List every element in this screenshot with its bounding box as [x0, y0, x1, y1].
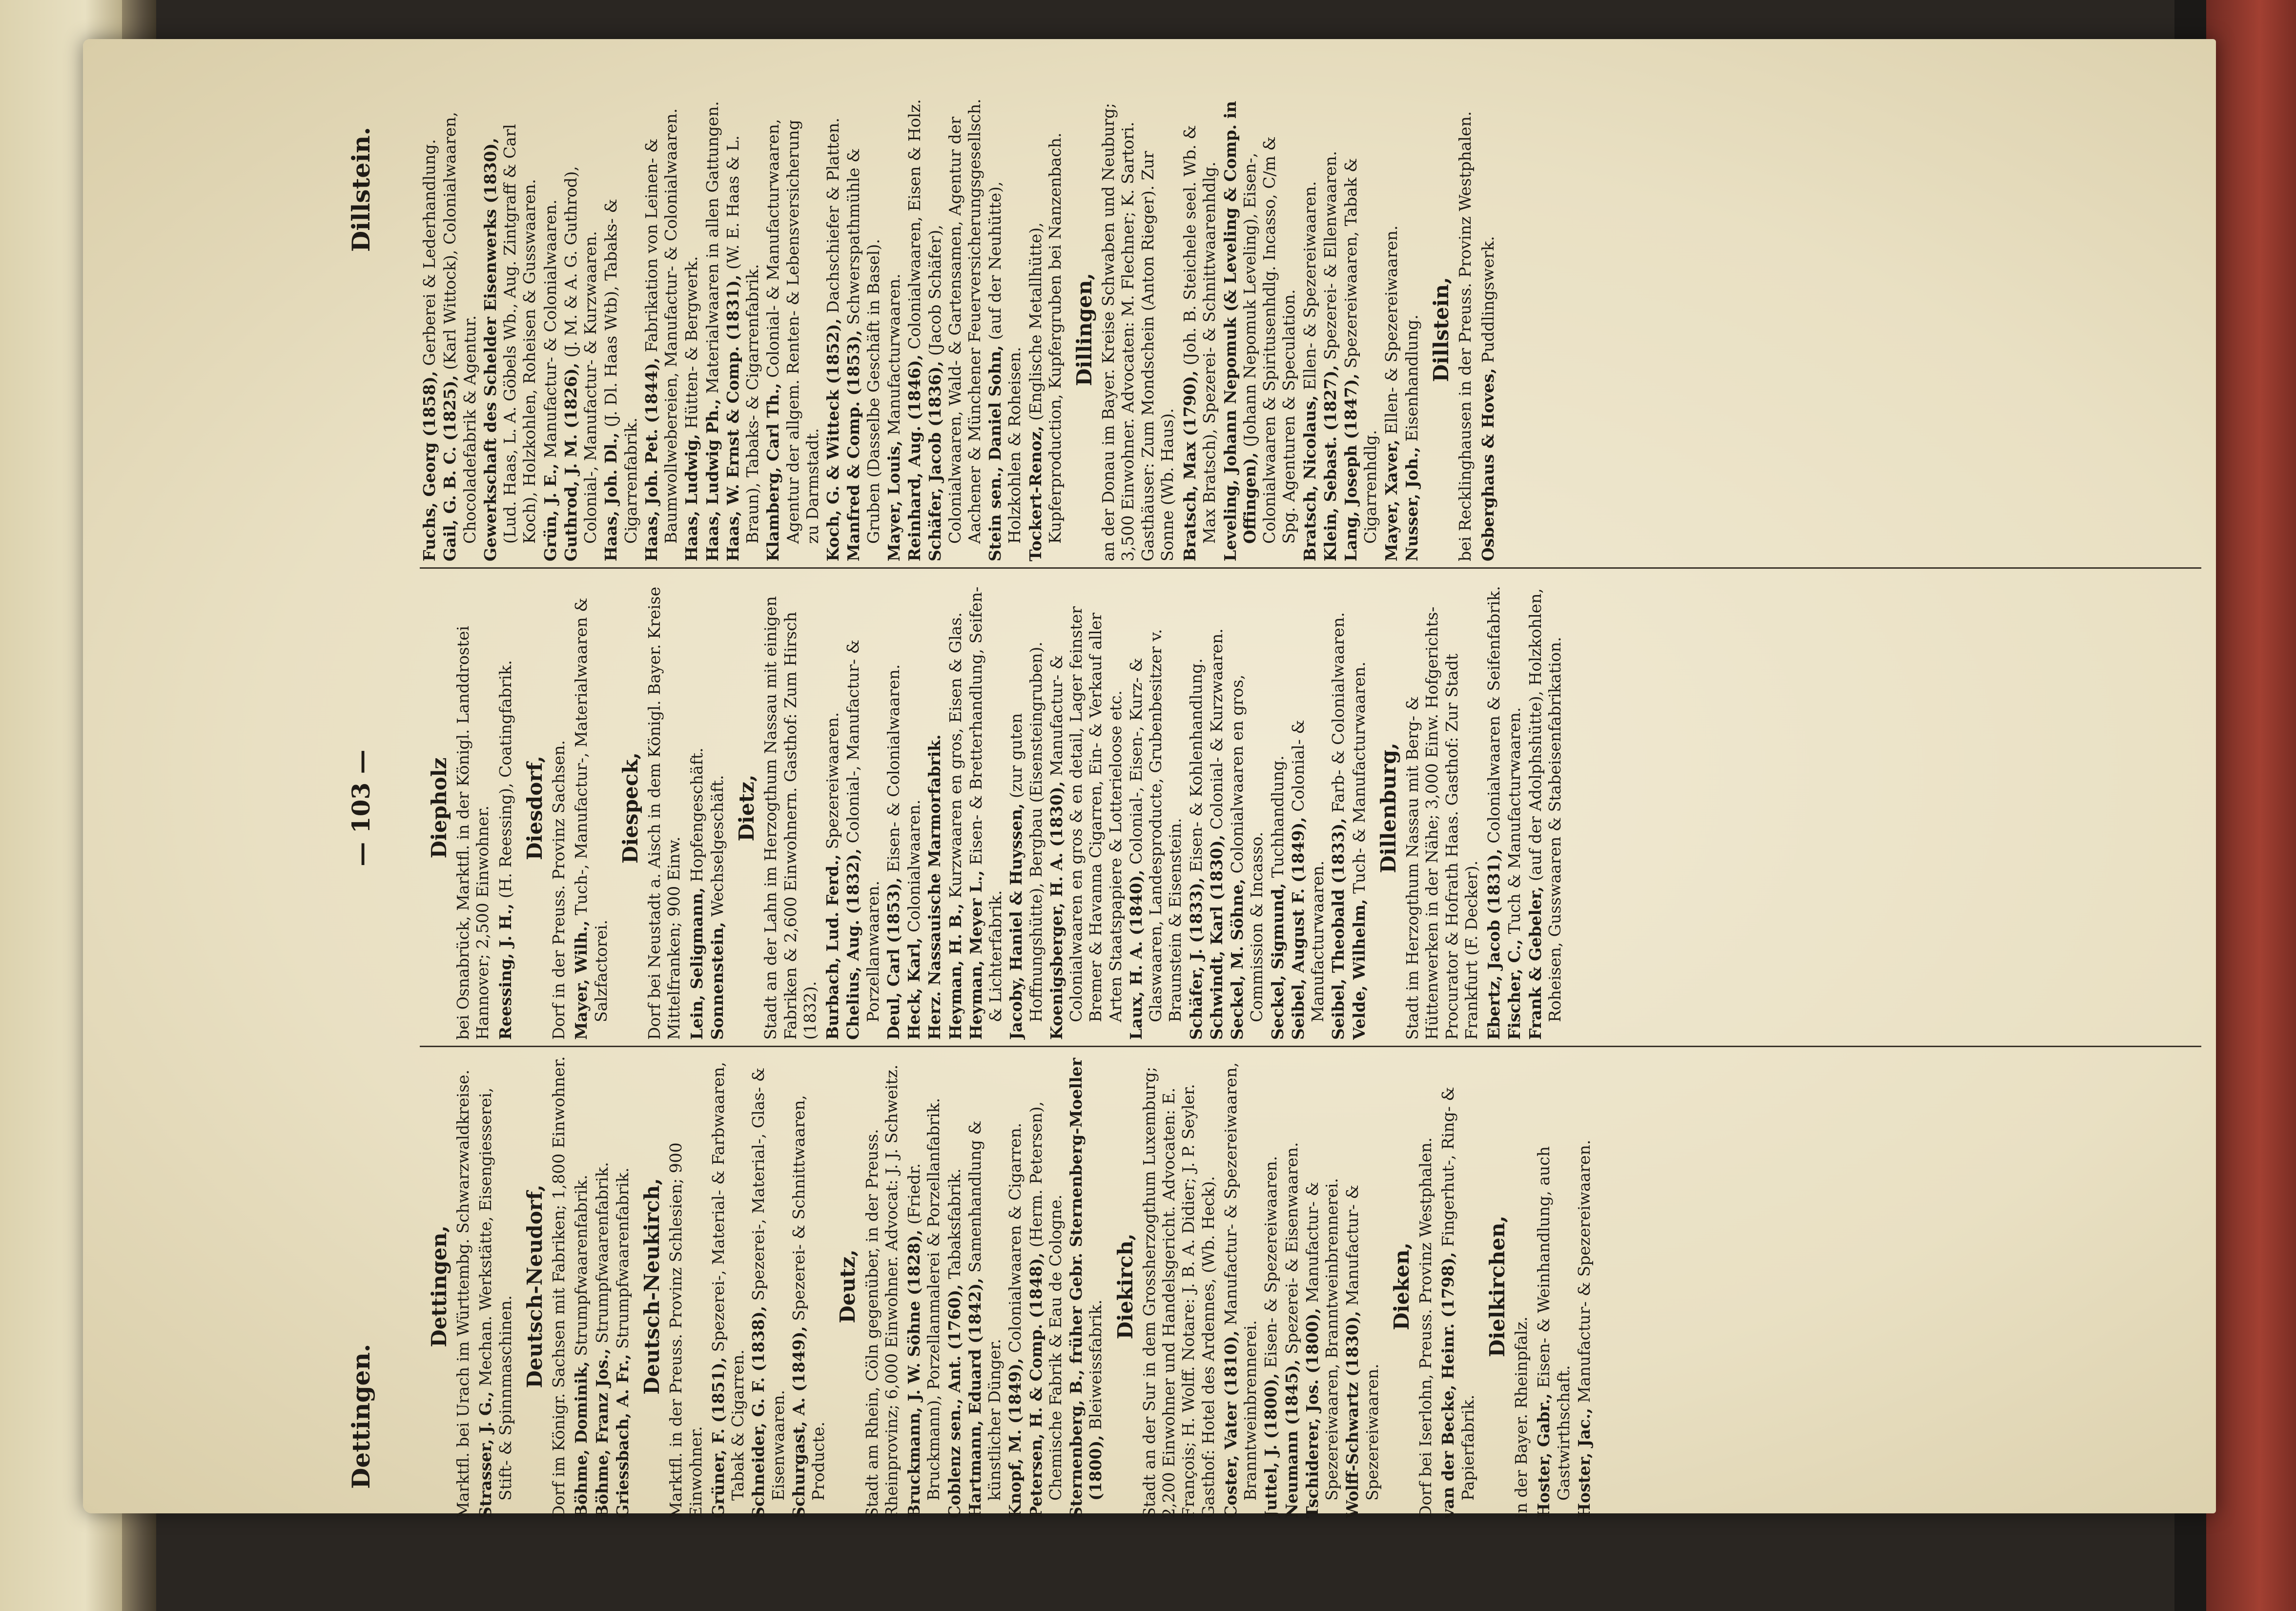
place-heading: Dillstein,	[1429, 277, 1454, 382]
firm-name: Klein, Sebast. (1827),	[1320, 365, 1340, 561]
firm-entry	[1438, 1054, 1478, 1518]
place-description: Dorf in der Preuss. Provinz Sachsen.	[549, 740, 569, 1040]
firm-entry	[1187, 576, 1206, 1040]
firm-name: Haas, Joh. Dl.,	[601, 432, 621, 561]
place-description: bei Osnabrück, Marktfl. in der Königl. Landdrostei Hannover; 2,500 Einwohner.	[453, 625, 492, 1040]
firm-name: Guthrod, J. M. (1826),	[561, 363, 580, 561]
firm-name: Knopf, M. (1849),	[1005, 1358, 1025, 1518]
firm-entry	[1221, 1054, 1261, 1518]
place-description: Marktfl. bei Urach im Württembg. Schwarzwaldkreise.	[453, 1069, 473, 1518]
firm-description: Gerberei & Lederhandlung.	[420, 139, 439, 371]
firm-name: Petersen, H. & Comp. (1848),	[1026, 1252, 1046, 1518]
firm-description: Wechselgeschäft.	[707, 775, 727, 922]
firm-entry	[1505, 576, 1524, 1040]
firm-name: Reessing, J. H.,	[495, 903, 515, 1040]
firm-name: Schwindt, Karl (1830),	[1207, 834, 1226, 1040]
firm-entry	[1207, 576, 1227, 1040]
firm-name: Bratsch, Nicolaus,	[1300, 395, 1319, 561]
firm-entry	[749, 1054, 788, 1518]
place-description: Stadt an der Lahn im Herzogthum Nassau mit einigen Fabriken & 2,600 Einwohnern. Gasthof: Zum Hirsch (1832).	[761, 596, 820, 1040]
firm-description: Mechan. Werkstätte, Eisengiesserei, Stift- & Spinnmaschinen.	[476, 1087, 515, 1501]
firm-description: Spezerei- & Ellenwaaren.	[1320, 150, 1340, 365]
firm-description: Strumpfwaarenfabrik.	[572, 1175, 591, 1362]
firm-description: Colonialwaaren & Cigarren.	[1005, 1122, 1025, 1358]
firm-entry	[985, 98, 1025, 561]
firm-name: Gail, G. B. C. (1825),	[440, 375, 460, 561]
column-rule	[420, 1046, 2201, 1047]
firm-entry	[420, 98, 439, 561]
firm-entry	[1303, 1054, 1342, 1518]
place-description: Dorf im Königr. Sachsen mit Fabriken; 1,800 Einwohner.	[549, 1056, 569, 1518]
firm-name: Neumann (1845),	[1282, 1359, 1301, 1518]
firm-description: Dachschiefer & Platten.	[823, 117, 842, 319]
firm-description: Eisen- & Bretterhandlung, Seifen- & Lichterfabrik.	[966, 586, 1005, 1022]
place-description: an der Donau im Bayer. Kreise Schwaben und Neuburg; 3,500 Einwohner. Advocaten: M. Flechner; K. Sartori. Gasthäuser: Zum Mondschein (Anton Rieger). Zur Sonne (Wb. Haus).	[1099, 103, 1177, 561]
firm-description: (Friedr. Bruckmann), Porzellanmalerei & Porzellanfabrik.	[904, 1097, 943, 1501]
firm-name: Grüner, F. (1851),	[708, 1357, 728, 1518]
place-heading: Diesdorf,	[522, 755, 547, 861]
firm-name: Coblenz sen., Ant. (1760),	[944, 1284, 964, 1518]
firm-description: (Lud. Haas, L. A. Göbels Wb., Aug. Zintgraff & Carl Koch), Holzkohlen, Roheisen & Gusswaaren.	[500, 124, 539, 544]
firm-description: Fabrikation von Leinen- & Baumwollwebereien, Manufactur- & Colonialwaaren.	[641, 108, 680, 544]
firm-entry	[1478, 98, 1498, 561]
firm-entry	[642, 98, 681, 561]
place-heading: Diepholz	[427, 757, 451, 859]
firm-entry	[687, 576, 707, 1040]
place-description: in der Bayer. Rheinpfalz.	[1512, 1316, 1531, 1518]
firm-description: (H. Reessing), Coatingfabrik.	[495, 660, 515, 904]
firm-description: Puddlingswerk.	[1478, 236, 1497, 368]
firm-name: Klamberg, Carl Th.,	[763, 383, 783, 561]
firm-description: Manufactur- & Colonialwaaren.	[540, 199, 560, 464]
firm-name: Hoster, Jac.,	[1574, 1407, 1594, 1518]
firm-entry	[481, 98, 540, 561]
firm-entry	[1047, 576, 1126, 1040]
firm-description: (Englische Metallhütte), Kupferproduction, Kupfergruben bei Nanzenbach.	[1025, 132, 1065, 544]
firm-description: (Jacob Schäfer), Colonialwaaren, Wald- & Gartensamen, Agentur der Aachener & Münchener Feuerversicherungsgesellsch.	[925, 99, 984, 544]
firm-description: Manufactur- & Spezereiwaaren.	[1574, 1139, 1594, 1408]
firm-description: Materialwaaren in allen Gattungen.	[702, 101, 722, 399]
firm-entry	[601, 98, 641, 561]
firm-name: Böhme, Dominik,	[572, 1361, 591, 1518]
firm-name: Seibel, August F. (1849),	[1288, 817, 1308, 1040]
firm-name: Laux, H. A. (1840),	[1126, 869, 1146, 1040]
place-heading: Deutsch-Neukirch,	[640, 1178, 664, 1395]
firm-name: Mayer, Louis,	[884, 440, 903, 561]
firm-entry	[945, 1054, 964, 1518]
header-right: Dillstein.	[347, 127, 375, 252]
firm-entry	[476, 1054, 515, 1518]
firm-description: Kurzwaaren en gros, Eisen & Glas.	[945, 612, 965, 904]
firm-name: Osberghaus & Hoves,	[1478, 368, 1497, 561]
firm-entry	[1343, 1054, 1382, 1518]
firm-entry	[723, 98, 763, 561]
firm-name: Herz. Nassauische Marmorfabrik.	[925, 734, 944, 1040]
firm-name: Haas, Joh. Pet. (1844),	[641, 357, 661, 561]
book-page	[83, 39, 2216, 1518]
firm-name: Sonnenstein,	[707, 922, 727, 1040]
place-heading: Dietz,	[735, 774, 759, 842]
place-description: Stadt am Rhein, Cöln gegenüber, in der Preuss. Rheinprovinz; 6,000 Einwohner. Advocat: J. J. Schweitz.	[862, 1064, 901, 1518]
firm-description: Colonial-, Manufactur- & Porzellanwaaren.	[843, 640, 882, 1022]
firm-description: Spezereiwaaren, Tabak & Cigarrenhdlg.	[1341, 158, 1380, 544]
firm-name: Strasser, J. G.,	[476, 1391, 495, 1518]
firm-name: Chelius, Aug. (1832),	[843, 848, 863, 1040]
firm-description: Eisen- & Spezereiwaaren.	[1261, 1156, 1281, 1373]
firm-entry	[1005, 1054, 1025, 1518]
firm-entry	[884, 576, 903, 1040]
page-content	[337, 88, 2240, 1528]
firm-entry	[925, 576, 944, 1040]
firm-name: Jacoby, Haniel & Huyssen,	[1006, 803, 1026, 1040]
firm-entry	[561, 98, 601, 561]
firm-name: Seckel, M. Söhne,	[1228, 878, 1247, 1040]
firm-entry	[884, 98, 904, 561]
firm-entry	[946, 576, 965, 1040]
firm-name: Heck, Karl,	[904, 937, 924, 1040]
firm-name: Mayer, Xaver,	[1381, 439, 1401, 561]
firm-entry	[1282, 1054, 1302, 1518]
firm-name: Gewerkschaft des Schelder Eisenwerks (1830),	[480, 138, 500, 561]
firm-name: Bruckmann, J. W. Söhne (1828),	[904, 1229, 924, 1518]
place-heading: Dielkirchen,	[1485, 1215, 1509, 1358]
column-1	[420, 1054, 2226, 1518]
firm-description: Spezerei-, Material- & Farbwaaren, Tabak & Cigarren.	[708, 1061, 748, 1501]
firm-name: Koenigsberger, H. A. (1830),	[1046, 781, 1066, 1040]
firm-description: Hütten- & Bergwerk.	[682, 256, 701, 434]
column-3	[420, 98, 2226, 561]
firm-description: Spezereiwaaren.	[823, 712, 842, 854]
firm-entry	[1575, 1054, 1594, 1518]
firm-name: Schäfer, J. (1833),	[1186, 877, 1206, 1040]
firm-name: Tockert-Renoz,	[1025, 426, 1045, 561]
place-description: bei Recklinghausen in der Preuss. Provinz Westphalen.	[1456, 111, 1475, 561]
firm-description: Colonialwaaren & Seifenfabrik.	[1484, 586, 1504, 849]
firm-description: Strumpfwaarenfabrik.	[592, 1162, 612, 1349]
firm-entry	[440, 98, 480, 561]
firm-entry	[1350, 576, 1369, 1040]
firm-name: Fischer, C.,	[1505, 939, 1524, 1040]
firm-description: Manufactur- & Spezereiwaaren.	[1343, 1185, 1382, 1501]
firm-entry	[1006, 576, 1046, 1040]
column-rule	[420, 567, 2201, 569]
firm-entry	[572, 1054, 591, 1518]
firm-description: Schwerspathmühle & Gruben (Dasselbe Geschäft in Basel).	[844, 148, 883, 544]
firm-description: Ellen- & Spezereiwaaren.	[1381, 225, 1401, 440]
firm-description: (Johann Nepomuk Leveling), Eisen-, Colonialwaaren & Spiritusenhdlg. Incasso, C/m & Spg. Agenturen & Speculation.	[1240, 136, 1299, 544]
place-heading: Deutsch-Neudorf,	[522, 1184, 547, 1388]
place-description: Stadt an der Sur in dem Grossherzogthum Luxemburg; 2,200 Einwohner und Handelsgericht. Advocaten: E. François; H. Wolff. Notare: J. B. A. Didier; J. P. Seyler. Gasthof: Hotel des Ardennes, (Wb. Heck).	[1139, 1067, 1218, 1518]
firm-name: Fuchs, Georg (1858),	[420, 371, 439, 561]
firm-name: Reinhard, Aug. (1846),	[905, 354, 924, 561]
firm-name: Lang, Joseph (1847),	[1341, 373, 1361, 561]
firm-description: Strumpfwaarenfabrik.	[613, 1167, 632, 1354]
firm-entry	[823, 576, 842, 1040]
place-description: Dorf bei Iserlohn, Preuss. Provinz Westphalen.	[1416, 1137, 1435, 1518]
firm-name: Ebertz, Jacob (1831),	[1484, 848, 1504, 1040]
firm-description: Eisen- & Colonialwaaren.	[883, 664, 903, 878]
firm-description: Ellen- & Spezereiwaaren.	[1300, 181, 1319, 395]
firm-name: Deul, Carl (1853),	[883, 877, 903, 1040]
firm-description: Eisen- & Kohlenhandlung.	[1186, 658, 1206, 877]
firm-entry	[1228, 576, 1267, 1040]
firm-entry	[1289, 576, 1328, 1040]
firm-entry	[613, 1054, 633, 1518]
firm-name: Juttel, J. (1800),	[1261, 1373, 1281, 1518]
firm-description: Tuch & Manufacturwaaren.	[1505, 707, 1524, 939]
firm-name: Heyman, Meyer L.,	[966, 870, 985, 1040]
firm-description: Colonialwaaren en gros, Commission & Incasso.	[1228, 674, 1267, 1022]
place-description: Stadt im Herzogthum Nassau mit Berg- & Hüttenwerken in der Nähe; 3,000 Einw. Hofgerichts-Procurator & Hofrath Haas. Gasthof: Zur Stadt Frankfurt (F. Decker).	[1403, 606, 1481, 1040]
header-left: Dettingen.	[347, 1343, 375, 1489]
firm-description: (W. E. Haas & L. Braun), Tabaks- & Cigarrenfabrik.	[723, 135, 762, 544]
firm-entry	[1341, 98, 1381, 561]
column-2	[420, 576, 2226, 1040]
firm-entry	[1402, 98, 1422, 561]
firm-description: Tuch-, Manufactur-, Materialwaaren & Salzfactorei.	[572, 598, 611, 1022]
firm-name: van der Becke, Heinr. (1798),	[1438, 1252, 1458, 1518]
firm-description: (Herm. Petersen), Chemische Fabrik & Eau de Cologne.	[1026, 1101, 1065, 1501]
firm-description: Manufactur- & Spezereiwaaren, Branntweinbrennerei.	[1302, 1177, 1342, 1501]
firm-name: Hartmann, Eduard (1842),	[965, 1278, 984, 1518]
firm-description: Bleiweissfabrik.	[1086, 1300, 1106, 1435]
firm-entry	[1268, 576, 1288, 1040]
firm-description: (zur guten Hoffnungshütte), Bergbau (Eisensteingruben).	[1006, 641, 1046, 1022]
firm-name: Stein sen., Daniel Sohn,	[985, 345, 1004, 561]
firm-entry	[823, 98, 843, 561]
firm-description: Colonial- & Kurzwaaren.	[1207, 628, 1226, 835]
place-description: Marktfl. in der Preuss. Provinz Schlesien; 900 Einwohner.	[666, 1142, 705, 1518]
firm-entry	[708, 576, 727, 1040]
firm-description: Manufacturwaaren.	[884, 273, 903, 441]
firm-name: Bratsch, Max (1790),	[1180, 370, 1200, 561]
place-heading: Dillenburg,	[1376, 743, 1400, 873]
firm-name: Leveling, Johann Nepomuk (& Leveling & Comp. in Offingen),	[1220, 101, 1259, 561]
firm-name: Haas, Ludwig Ph.,	[702, 398, 722, 561]
firm-name: Burbach, Lud. Ferd.,	[823, 854, 842, 1040]
firm-name: Wolff-Schwartz (1830),	[1343, 1311, 1362, 1518]
firm-entry	[763, 98, 822, 561]
firm-name: Manfred & Comp. (1853),	[844, 330, 863, 561]
firm-description: Tabaksfabrik.	[944, 1168, 964, 1284]
firm-entry	[1026, 1054, 1066, 1518]
firm-description: Farb- & Colonialwaaren.	[1329, 612, 1348, 818]
firm-name: Tschiderer, Jos. (1800),	[1302, 1308, 1322, 1518]
firm-entry	[1300, 98, 1320, 561]
firm-description: Manufactur- & Spezereiwaaren, Branntweinbrennerei.	[1221, 1062, 1260, 1501]
firm-entry	[965, 1054, 1005, 1518]
firm-name: Lein, Seligmann,	[687, 887, 706, 1040]
firm-name: Sternenberg, B., früher Gebr. Sternenberg-Moeller (1800),	[1066, 1058, 1106, 1518]
firm-entry	[904, 576, 924, 1040]
firm-description: (J. M. & A. G. Guthrod), Colonial-, Manufactur- & Kurzwaaren.	[561, 166, 600, 544]
firm-description: Samenhandlung & künstlicher Dünger.	[965, 1120, 1004, 1501]
firm-description: Hopfengeschäft.	[687, 747, 706, 888]
firm-description: Eisenhandlung.	[1402, 314, 1421, 447]
firm-description: (Joh. B. Steichele seel. Wb. & Max Bratsch), Spezerei- & Schnittwaarenhdlg.	[1180, 125, 1219, 544]
firm-name: Haas, W. Ernst & Comp. (1831),	[723, 274, 742, 561]
place-heading: Diespeck,	[618, 752, 642, 864]
firm-description: (Karl Wittock), Colonialwaaren, Chocoladefabrik & Agentur.	[440, 111, 479, 544]
firm-entry	[904, 1054, 944, 1518]
firm-entry	[709, 1054, 748, 1518]
firm-description: Colonialwaaren.	[904, 799, 924, 938]
firm-entry	[925, 98, 984, 561]
place-description: Dorf bei Neustadt a. Aisch in dem Königl. Bayer. Kreise Mittelfranken; 900 Einw.	[645, 586, 684, 1040]
firm-description: Tuch- & Manufacturwaaren.	[1349, 661, 1369, 899]
firm-entry	[496, 576, 515, 1040]
place-heading: Diekirch,	[1113, 1233, 1137, 1340]
firm-entry	[1127, 576, 1186, 1040]
firm-description: Eisen- & Weinhandlung, auch Gastwirthschaft.	[1534, 1146, 1573, 1501]
firm-name: Schäfer, Jacob (1836),	[925, 361, 945, 561]
firm-entry	[1329, 576, 1348, 1040]
firm-entry	[789, 1054, 829, 1518]
firm-entry	[844, 98, 883, 561]
firm-entry	[1534, 1054, 1574, 1518]
firm-entry	[966, 576, 1006, 1040]
firm-description: Tuchhandlung.	[1268, 755, 1287, 883]
firm-name: Grün, J. E.,	[540, 463, 560, 561]
firm-description: (auf der Adolphshütte), Holzkohlen, Roheisen, Gusswaaren & Stabeisenfabrikation.	[1525, 588, 1564, 1022]
firm-name: Coster, Vater (1810),	[1221, 1330, 1240, 1518]
firm-entry	[541, 98, 560, 561]
place-heading: Dettingen,	[427, 1225, 451, 1347]
firm-name: Schurgast, A. (1849),	[789, 1326, 808, 1518]
firm-entry	[682, 98, 701, 561]
firm-entry	[1321, 98, 1340, 561]
firm-entry	[905, 98, 924, 561]
firm-name: Schneider, G. F. (1838),	[749, 1305, 768, 1518]
firm-entry	[1261, 1054, 1281, 1518]
firm-entry	[1221, 98, 1299, 561]
firm-entry	[1382, 98, 1401, 561]
firm-entry	[843, 576, 883, 1040]
firm-name: Hoster, Gabr.,	[1534, 1393, 1554, 1518]
firm-description: Manufactur- & Colonialwaaren en gros & en detail, Lager feinster Bremer & Havanna Cigarren, Ein- & Verkauf aller Arten Staatspapiere & Lotterieloose etc.	[1046, 606, 1125, 1022]
firm-name: Koch, G. & Witteck (1852),	[823, 318, 842, 561]
place-heading: Dieken,	[1389, 1242, 1414, 1331]
firm-entry	[1484, 576, 1504, 1040]
firm-description: Fingerhut-, Ring- & Papierfabrik.	[1438, 1087, 1477, 1501]
firm-description: (auf der Neuhütte), Holzkohlen & Roheisen.	[985, 181, 1025, 544]
firm-description: Colonial- & Manufacturwaaren.	[1288, 720, 1328, 1022]
running-header	[337, 88, 395, 1528]
firm-description: Colonial-, Eisen-, Kurz- & Glaswaaren, Landesproducte, Grubenbesitzer v. Braunstein & Eisenstein.	[1126, 629, 1185, 1022]
place-heading: Deutz,	[836, 1249, 860, 1323]
firm-entry	[1180, 98, 1220, 561]
firm-entry	[1066, 1054, 1106, 1518]
firm-name: Nusser, Joh.,	[1402, 447, 1421, 561]
firm-entry	[1526, 576, 1565, 1040]
firm-name: Velde, Wilhelm,	[1349, 899, 1369, 1040]
firm-description: Colonial- & Manufacturwaaren, Agentur der allgem. Renten- & Lebensversicherung zu Darmstadt.	[763, 119, 822, 544]
firm-name: Seckel, Sigmund,	[1268, 883, 1287, 1040]
firm-entry	[703, 98, 722, 561]
firm-description: Spezerei- & Eisenwaaren.	[1282, 1142, 1301, 1360]
firm-name: Haas, Ludwig,	[682, 434, 701, 561]
firm-description: Spezerei-, Material-, Glas- & Eisenwaaren.	[749, 1067, 788, 1501]
firm-description: Colonialwaaren, Eisen & Holz.	[905, 99, 924, 355]
firm-entry	[593, 1054, 612, 1518]
firm-name: Mayer, Wilh.,	[572, 920, 591, 1040]
firm-name: Seibel, Theobald (1833),	[1329, 818, 1348, 1040]
place-heading: Dillingen,	[1072, 272, 1096, 387]
firm-name: Heyman, H. B.,	[945, 903, 965, 1040]
firm-name: Frank & Gebeler,	[1525, 886, 1545, 1040]
firm-name: Griessbach, A. Fr.,	[613, 1354, 632, 1518]
firm-name: Böhme, Franz Jos.,	[592, 1348, 612, 1518]
firm-description: Spezerei- & Schnittwaaren, Producte.	[789, 1095, 828, 1501]
firm-description: (J. Dl. Haas Wtb), Tabaks- & Cigarrenfabrik.	[601, 199, 640, 544]
firm-entry	[1026, 98, 1066, 561]
firm-entry	[572, 576, 611, 1040]
page-number: — 103 —	[347, 749, 375, 867]
